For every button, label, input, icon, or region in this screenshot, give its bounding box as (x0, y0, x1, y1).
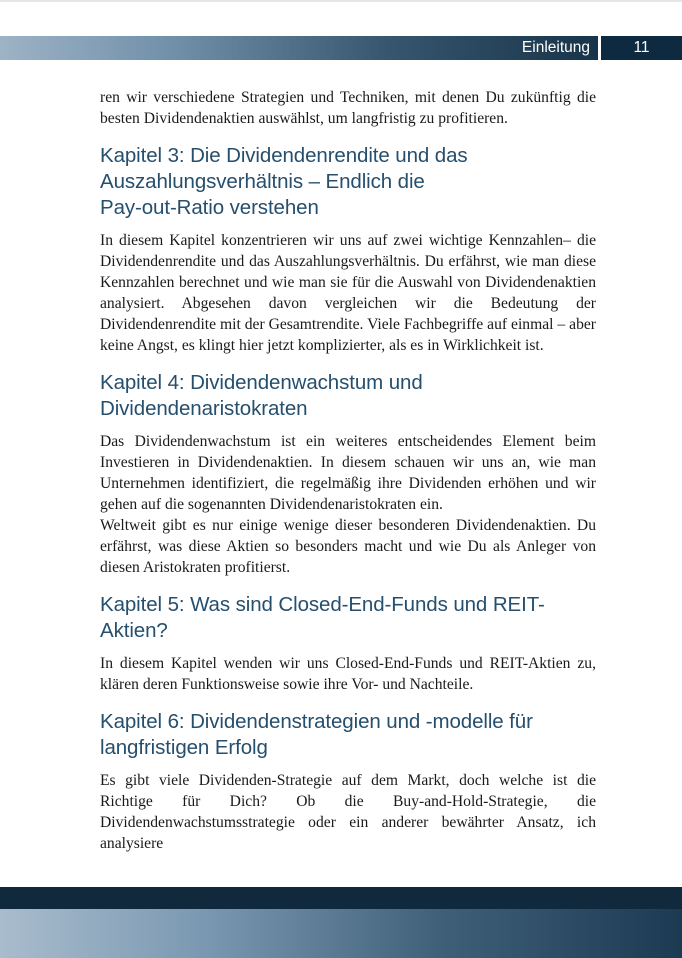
heading-line: langfristigen Erfolg (100, 736, 268, 759)
chapter-5-heading (100, 592, 596, 644)
chapter-3-paragraph: In diesem Kapitel konzentrieren wir uns auf zwei wichtige Kennzahlen– die Dividendenrendite und das Auszahlungsverhältnis. Du erfährst, wie man diese Kennzahlen berechnet und wie man sie für die Auswahl von Dividendenaktien analysiert. Abgesehen davon vergleichen wir die Bedeutung der Dividendenrendite mit der Gesamtrendite. Viele Fachbegriffe auf einmal – aber keine Angst, es klingt hier jetzt komplizierter, als es in Wirklichkeit ist. (100, 232, 596, 354)
heading-line: Aktien? (100, 619, 168, 642)
chapter-3-heading (100, 143, 596, 221)
running-header-section-title: Einleitung (521, 39, 590, 56)
heading-line: Kapitel 3: Die Dividendenrendite und das (100, 144, 468, 167)
heading-line: Kapitel 4: Dividendenwachstum und (100, 371, 423, 394)
chapter-4-paragraph-1: Das Dividendenwachstum ist ein weiteres entscheidendes Element beim Investieren in Dividendenaktien. In diesem schauen wir uns an, wie man Unternehmen identifiziert, die regelmäßig ihre Dividenden erhöhen und wir gehen auf die sogenannten Dividendenaristokraten ein. (100, 433, 596, 513)
heading-line: Kapitel 5: Was sind Closed-End-Funds und REIT- (100, 593, 545, 616)
heading-line: Pay-out-Ratio verstehen (100, 196, 319, 219)
chapter-4-heading (100, 370, 596, 422)
heading-line: Kapitel 6: Dividendenstrategien und -modelle für (100, 710, 533, 733)
chapter-6-heading (100, 709, 596, 761)
running-header-band (0, 36, 598, 60)
page-body (100, 87, 596, 854)
intro-paragraph: ren wir verschiedene Strategien und Techniken, mit denen Du zukünftig die besten Dividendenaktien auswählst, um langfristig zu profitieren. (100, 89, 596, 127)
page-number: 11 (601, 36, 682, 60)
chapter-4-paragraph-2: Weltweit gibt es nur einige wenige dieser besonderen Dividendenaktien. Du erfährst, was diese Aktien so besonders macht und wie Du als Anleger von diesen Aristokraten profitierst. (100, 517, 596, 576)
chapter-5-paragraph: In diesem Kapitel wenden wir uns Closed-End-Funds und REIT-Aktien zu, klären deren Funktionsweise sowie ihre Vor- und Nachteile. (100, 655, 596, 693)
heading-line: Auszahlungsverhältnis – Endlich die (100, 170, 425, 193)
footer-gradient (0, 909, 682, 958)
chapter-6-paragraph: Es gibt viele Dividenden-Strategie auf dem Markt, doch welche ist die Richtige für Dich? Ob die Buy-and-Hold-Strategie, die Dividendenwachstumsstrategie oder ein anderer bewährter Ansatz, ich analysiere (100, 772, 596, 852)
heading-line: Dividendenaristokraten (100, 397, 308, 420)
top-edge-rule (0, 0, 682, 2)
